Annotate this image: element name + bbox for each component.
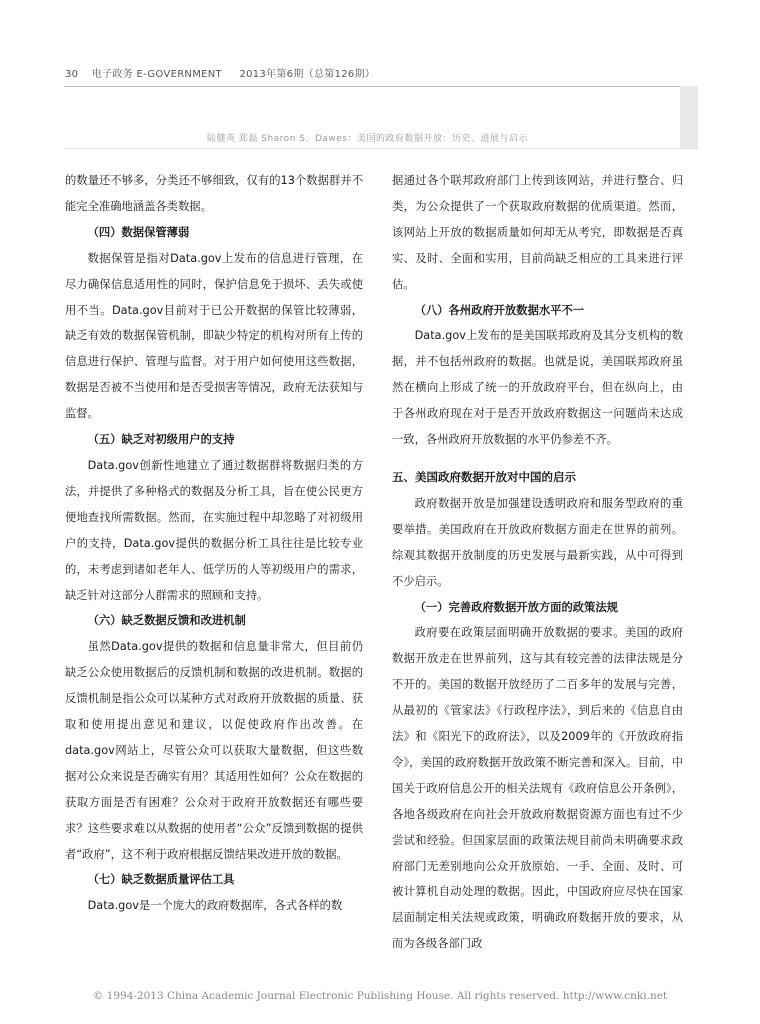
subsection-heading: （一）完善政府数据开放方面的政策法规 [414,600,618,614]
body-paragraph: Data.gov上发布的是美国联邦政府及其分支机构的数据，并不包括州政府的数据。也就是说，美国联邦政府虽然在横向上形成了统一的开放政府平台，但在纵向上，由于各州政府现在对于是否开放政府数据这一问题尚未达成一致，各州政府开放数据的水平仍参差不齐。 [392,329,683,447]
subsection-heading: （四）数据保管薄弱 [87,225,190,239]
subsection-heading: （七）缺乏数据质量评估工具 [87,873,235,887]
body-paragraph: 虽然Data.gov提供的数据和信息量非常大，但目前仍缺乏公众使用数据后的反馈机制和数据的改进机制。数据的反馈机制是指公众可以某种方式对政府开放数据的质量、获取和使用提出意见和建议，以促使政府作出改善。在data.gov网站上，尽管公众可以获取大量数据，但这些数据对公众来说是否确实有用？其适用性如何？公众在数据的获取方面是否有困难？公众对于政府开放数据还有哪些要求？这些要求难以从数据的使用者“公众”反馈到数据的提供者“政府”，这不利于政府根据反馈结果改进开放的数据。 [65,640,363,861]
subsection-heading: （五）缺乏对初级用户的支持 [87,433,235,447]
body-paragraph: Data.gov是一个庞大的政府数据库，各式各样的数 [87,899,343,913]
running-title: 陆健英 郑磊 Sharon S．Dawes：美国的政府数据开放：历史、进展与启示 [207,134,528,144]
body-paragraph: 据通过各个联邦政府部门上传到该网站，并进行整合、归类，为公众提供了一个获取政府数据的优质渠道。然而，该网站上开放的数据质量如何却无从考究，即数据是否真实、及时、全面和实用，目前尚缺乏相应的工具来进行评估。 [392,174,683,291]
body-paragraph: 数据保管是指对Data.gov上发布的信息进行管理，在尽力确保信息适用性的同时，保护信息免于损坏、丢失或使用不当。Data.gov目前对于已公开数据的保管比较薄弱，缺乏有效的数据保管机制，即缺少特定的机构对所有上传的信息进行保护、管理与监督。对于用户如何使用这些数据，数据是否被不当使用和是否受损害等情况，政府无法获知与监督。 [65,251,363,421]
body-paragraph: Data.gov创新性地建立了通过数据群将数据归类的方法，并提供了多种格式的数据及分析工具，旨在使公民更方便地查找所需数据。然而，在实施过程中却忽略了对初级用户的支持，Data.gov提供的数据分析工具往往是比较专业的，未考虑到诸如老年人、低学历的人等初级用户的需求，缺乏针对这部分人群需求的照顾和支持。 [65,458,363,602]
magazine-name: 电子政务 E-GOVERNMENT [91,69,222,80]
issue-info: 2013年第6期（总第126期） [239,69,376,80]
subsection-heading: （八）各州政府开放数据水平不一 [414,303,585,317]
body-paragraph: 的数量还不够多，分类还不够细致，仅有的13个数据群并不能完全准确地涵盖各类数据。 [65,174,363,213]
subsection-heading: （六）缺乏数据反馈和改进机制 [87,614,246,628]
page-number: 30 [65,69,79,80]
page-header [65,65,375,80]
section-heading: 五、美国政府数据开放对中国的启示 [392,469,576,484]
copyright-footer: © 1994-2013 China Academic Journal Electronic Publishing House. All rights reserved. http://www.cnki.net [92,990,668,1002]
body-paragraph: 政府要在政策层面明确开放数据的要求。美国的政府数据开放走在世界前列，这与其有较完善的法律法规是分不开的。美国的数据开放经历了二百多年的发展与完善，从最初的《管家法》《行政程序法》，到后来的《信息自由法》和《阳光下的政府法》，以及2009年的《开放政府指令》，美国的政府数据开放政策不断完善和深入。目前，中国关于政府信息公开的相关法规有《政府信息公开条例》，各地各级政府在向社会开放政府数据资源方面也有过不少尝试和经验。但国家层面的政策法规目前尚未明确要求政府部门无差别地向公众开放原始、一手、全面、及时、可被计算机自动处理的数据。因此，中国政府应尽快在国家层面制定相关法规或政策，明确政府数据开放的要求，从而为各级各部门政 [392,626,683,951]
running-title-rule [64,148,698,149]
header-decoration-bar [680,86,698,148]
right-column [392,168,683,957]
body-paragraph: 政府数据开放是加强建设透明政府和服务型政府的重要举措。美国政府在开放政府数据方面走在世界的前列。综观其数据开放制度的历史发展与最新实践，从中可得到不少启示。 [392,496,683,588]
header-rule [64,86,698,87]
left-column [65,168,363,919]
